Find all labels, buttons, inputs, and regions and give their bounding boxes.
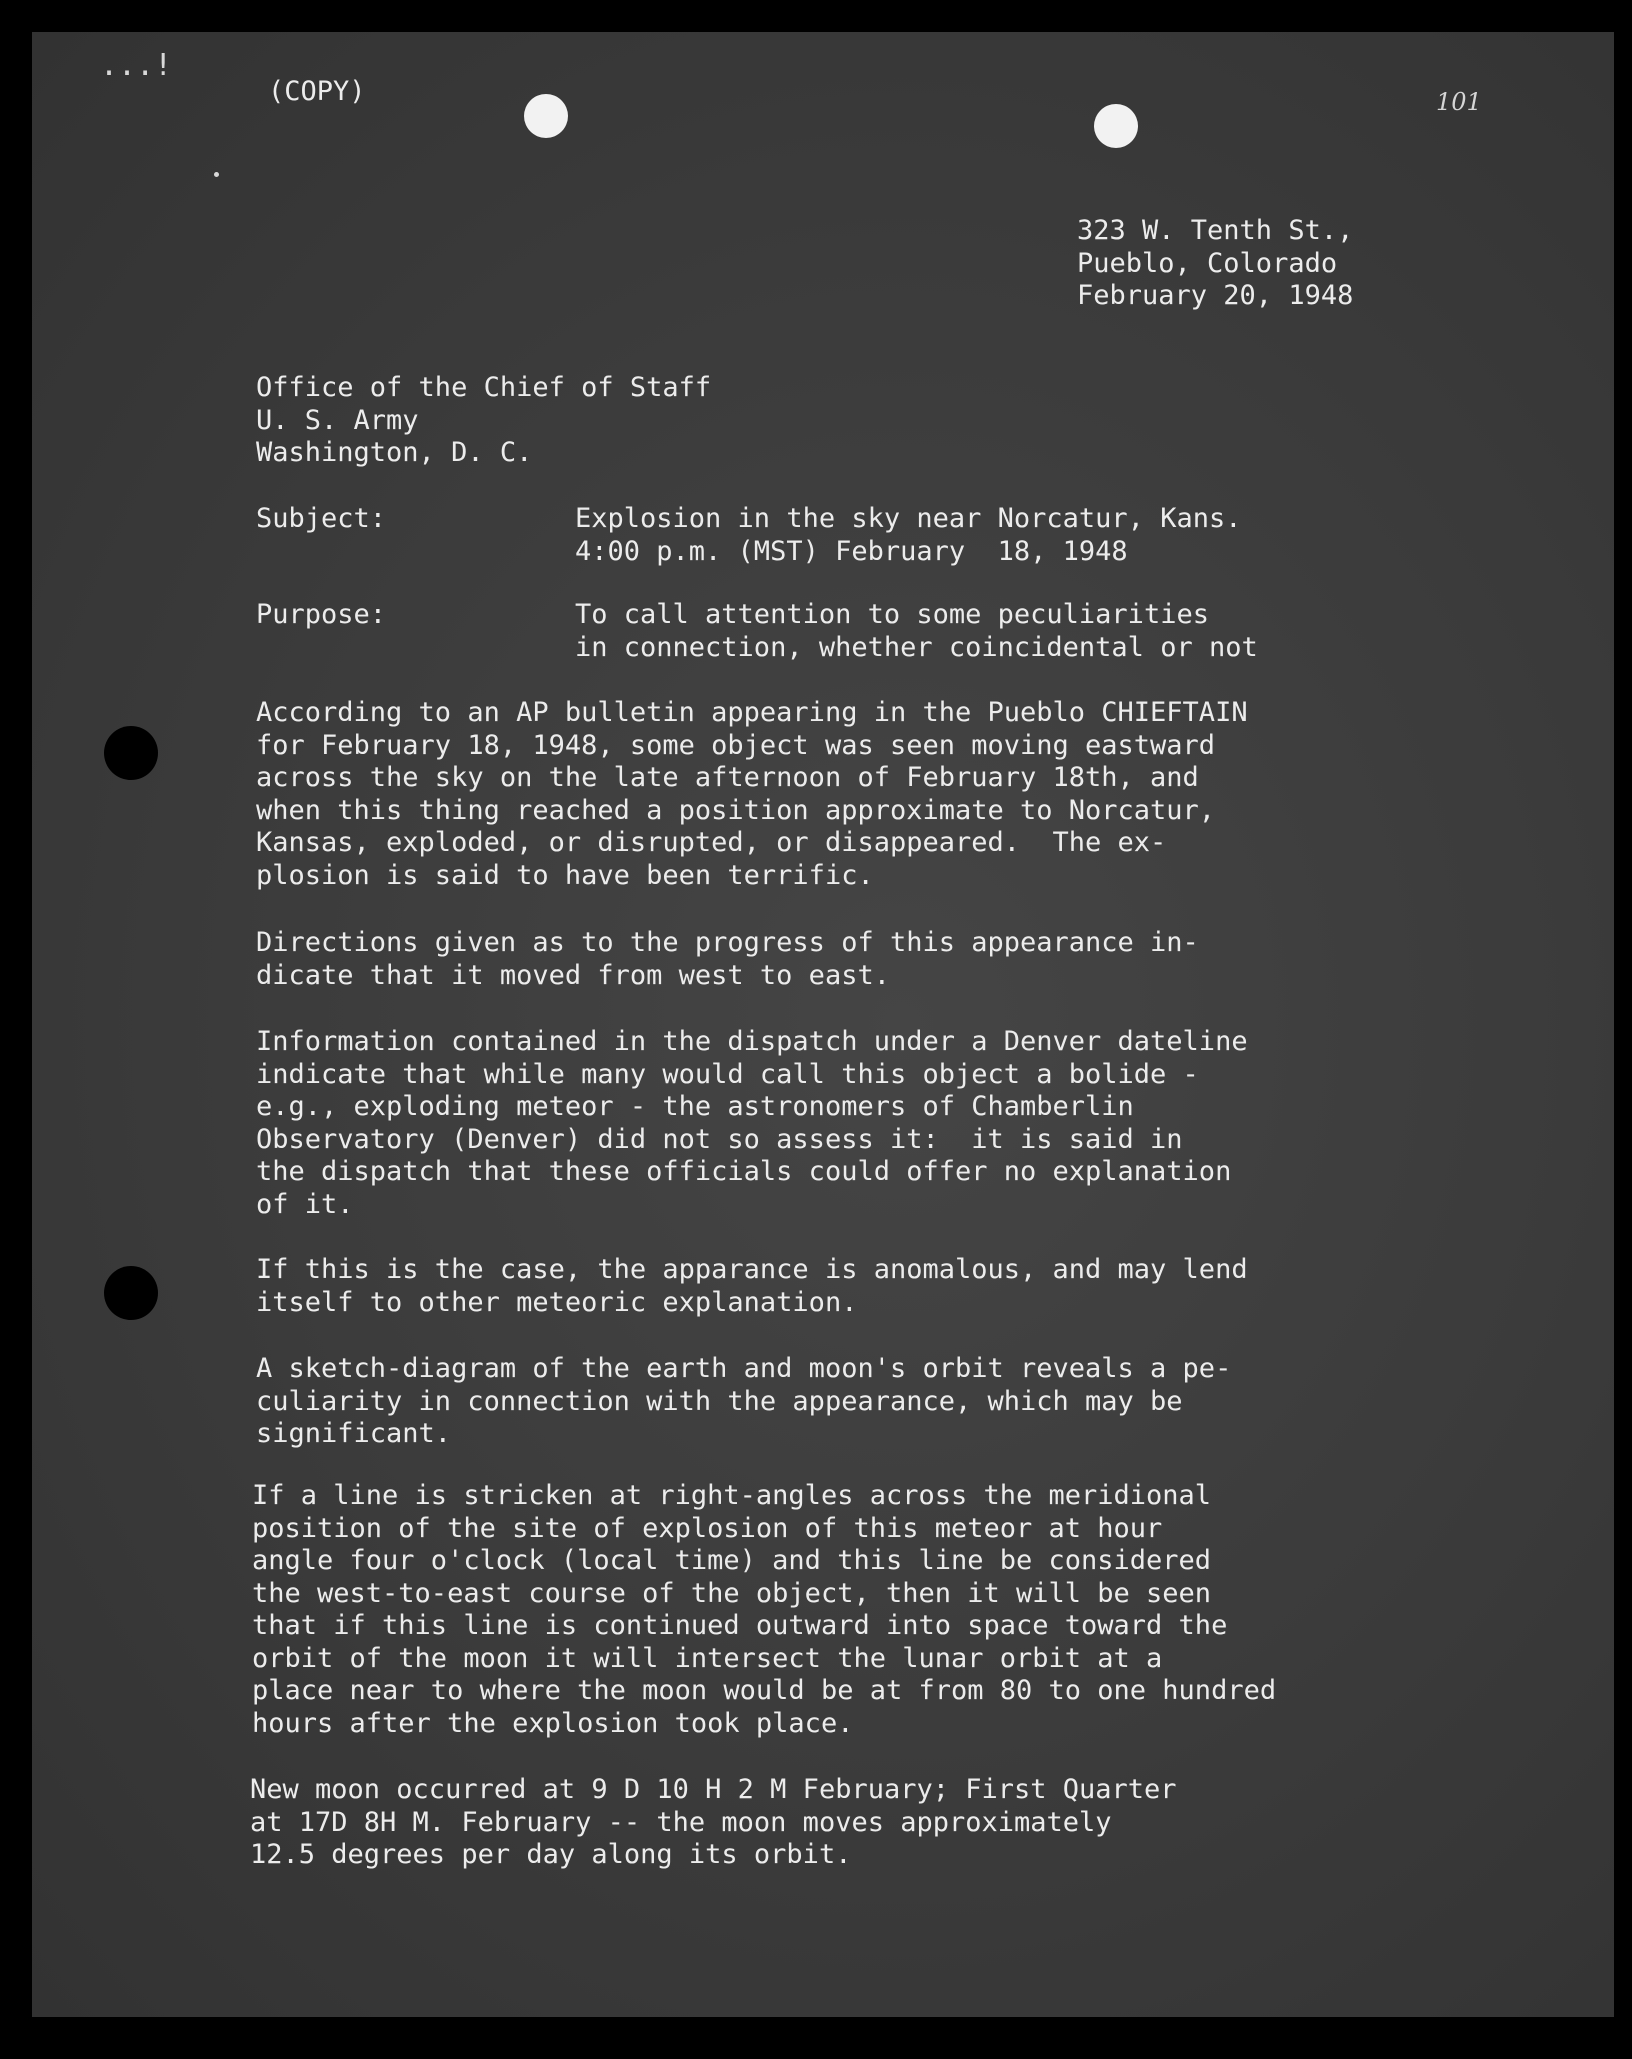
body-line: orbit of the moon it will intersect the lunar orbit at a [252, 1642, 1163, 1674]
recipient-line: Washington, D. C. [256, 437, 533, 468]
body-line: Information contained in the dispatch under a Denver dateline [256, 1026, 1248, 1057]
body-line: for February 18, 1948, some object was seen moving eastward [256, 729, 1216, 761]
handwritten-note: 101 [1436, 88, 1482, 116]
body-line: significant. [256, 1418, 452, 1449]
body-paragraph [250, 1774, 1177, 1872]
body-line: Kansas, exploded, or disrupted, or disappeared. The ex- [256, 827, 1167, 858]
body-line: of it. [256, 1188, 354, 1220]
body-line: Directions given as to the progress of this appearance in- [256, 927, 1199, 958]
punch-hole [524, 94, 568, 138]
body-line: culiarity in connection with the appearance, which may be [256, 1385, 1183, 1417]
body-line: position of the site of explosion of this meteor at hour [252, 1512, 1163, 1544]
margin-mark: ...! [100, 48, 173, 83]
punch-hole [104, 1266, 158, 1320]
copy-label: (COPY) [268, 76, 366, 107]
body-line: itself to other meteoric explanation. [256, 1286, 858, 1318]
body-line: the west-to-east course of the object, then it will be seen [252, 1577, 1212, 1609]
subject-line: Explosion in the sky near Norcatur, Kans. [575, 503, 1242, 534]
subject-line: 4:00 p.m. (MST) February 18, 1948 [575, 535, 1128, 567]
body-line: hours after the explosion took place. [252, 1707, 854, 1739]
recipient-address [256, 372, 711, 470]
subject-label: Subject: [256, 503, 387, 534]
purpose-line: in connection, whether coincidental or not [575, 631, 1258, 663]
body-line: the dispatch that these officials could offer no explanation [256, 1156, 1232, 1187]
body-line: e.g., exploding meteor - the astronomers of Chamberlin [256, 1091, 1134, 1122]
punch-hole [1094, 104, 1138, 148]
body-line: If a line is stricken at right-angles across the meridional [252, 1480, 1212, 1511]
body-paragraph [256, 927, 1199, 992]
body-line: indicate that while many would call this object a bolide - [256, 1058, 1199, 1090]
body-paragraph [256, 1254, 1248, 1319]
purpose-label: Purpose: [256, 599, 387, 630]
body-line: 12.5 degrees per day along its orbit. [250, 1839, 852, 1870]
document-page [32, 32, 1614, 2017]
body-paragraph [256, 1353, 1231, 1451]
subject-text [575, 503, 1241, 568]
body-line: at 17D 8H M. February -- the moon moves approximately [250, 1806, 1112, 1838]
address-line: Pueblo, Colorado [1077, 247, 1338, 279]
body-line: dicate that it moved from west to east. [256, 959, 890, 991]
purpose-line: To call attention to some peculiarities [575, 599, 1209, 630]
body-line: New moon occurred at 9 D 10 H 2 M February; First Quarter [250, 1774, 1177, 1805]
body-line: According to an AP bulletin appearing in the Pueblo CHIEFTAIN [256, 697, 1248, 728]
body-line: that if this line is continued outward into space toward the [252, 1610, 1228, 1641]
recipient-line: Office of the Chief of Staff [256, 372, 712, 403]
body-line: place near to where the moon would be at from 80 to one hundred [252, 1675, 1277, 1706]
body-line: A sketch-diagram of the earth and moon's orbit reveals a pe- [256, 1353, 1232, 1384]
punch-hole [104, 726, 158, 780]
body-line: plosion is said to have been terrific. [256, 859, 874, 891]
address-date: February 20, 1948 [1077, 280, 1354, 311]
body-line: across the sky on the late afternoon of February 18th, and [256, 762, 1199, 793]
body-line: angle four o'clock (local time) and this line be considered [252, 1545, 1212, 1576]
sender-address [1077, 215, 1353, 313]
body-paragraph [256, 697, 1248, 892]
body-line: If this is the case, the apparance is anomalous, and may lend [256, 1254, 1248, 1285]
body-paragraph [252, 1480, 1276, 1740]
body-line: when this thing reached a position approximate to Norcatur, [256, 794, 1216, 826]
body-paragraph [256, 1026, 1248, 1221]
body-line: Observatory (Denver) did not so assess it: it is said in [256, 1123, 1183, 1155]
address-line: 323 W. Tenth St., [1077, 215, 1354, 246]
recipient-line: U. S. Army [256, 404, 419, 436]
speck [214, 172, 219, 177]
purpose-text [575, 599, 1258, 664]
